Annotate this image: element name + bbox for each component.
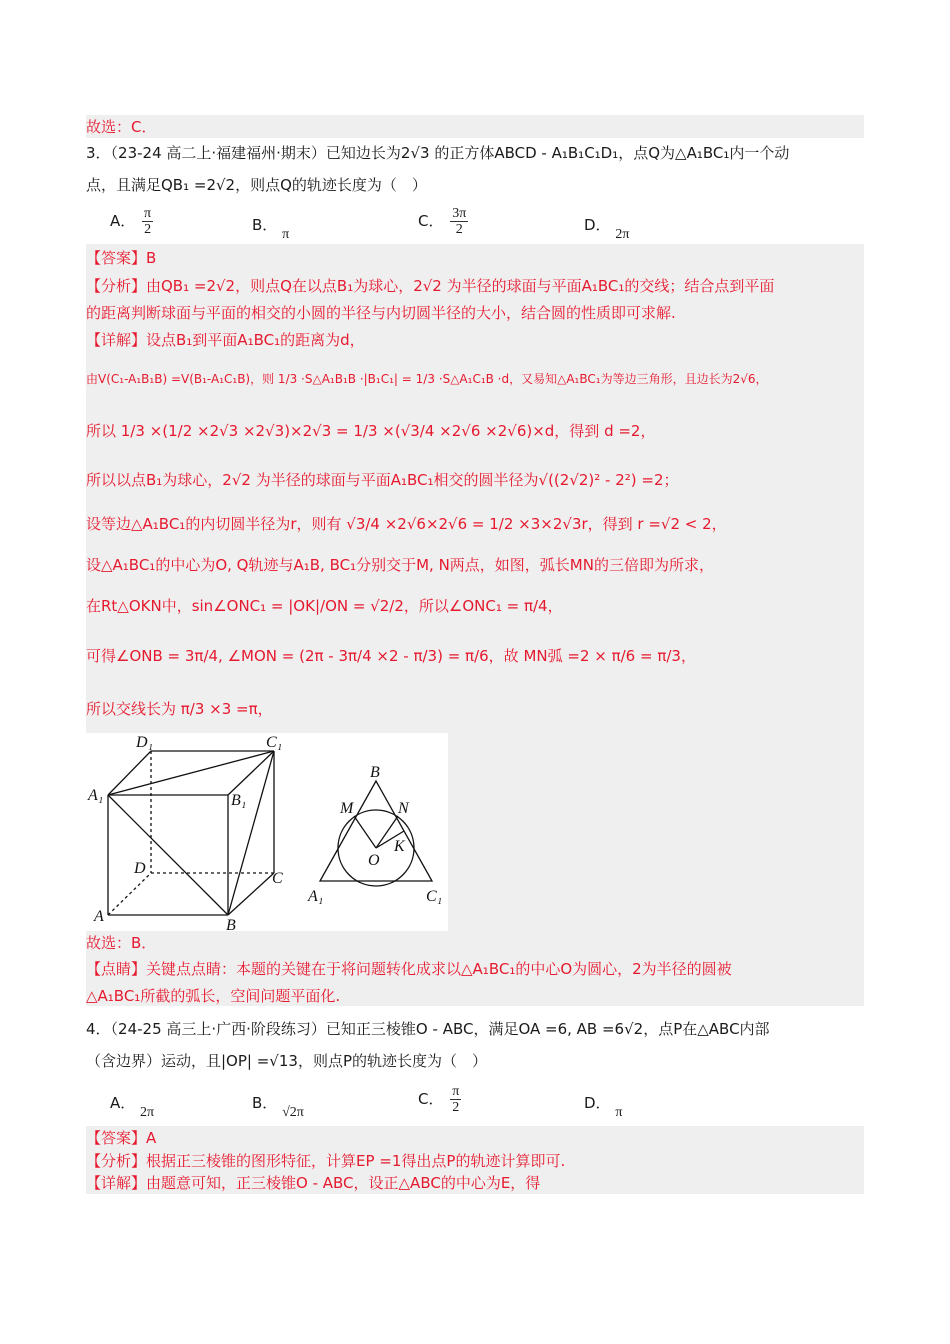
label-n: N: [398, 800, 409, 817]
q3-analysis-line-1: 【分析】由QB₁ =2√2，则点Q在以点B₁为球心，2√2 为半径的球面与平面A₁BC₁的交线；结合点到平面: [86, 277, 775, 295]
q3-option-a[interactable]: A． $\frac{\pi}{2}$: [110, 206, 152, 237]
q4-option-a[interactable]: A． 2π: [110, 1094, 155, 1120]
q3-option-c-fraction: $\frac{3\pi}{2}$: [452, 206, 467, 237]
q4-option-d[interactable]: D． π: [584, 1094, 623, 1120]
q3-detail-line-8: 可得∠ONB = 3π/4, ∠MON = (2π - 3π/4 ×2 - π/3) = π/6，故 MN弧 =2 × π/6 = π/3，: [86, 647, 696, 665]
label-k: K: [394, 838, 405, 855]
q3-stem-line-2: 点，且满足QB₁ =2√2，则点Q的轨迹长度为（ ）: [86, 176, 427, 194]
label-m: M: [340, 800, 354, 817]
q4-option-b[interactable]: B． √2π: [252, 1094, 304, 1120]
q3-detail-line-5: 设等边△A₁BC₁的内切圆半径为r，则有 √3/4 ×2√6×2√6 = 1/2 ×3×2√3r，得到 r =√2 < 2，: [86, 515, 727, 533]
q4-option-c-fraction: $\frac{\pi}{2}$: [452, 1084, 460, 1115]
label-tri-c1: C₁: [426, 888, 443, 905]
label-a1: A₁: [88, 787, 104, 804]
label-c1: C₁: [266, 734, 283, 751]
q4-analysis: 【分析】根据正三棱锥的图形特征，计算EP =1得出点P的轨迹计算即可.: [86, 1152, 566, 1170]
q3-option-d[interactable]: D． 2π: [584, 216, 630, 242]
q3-detail-line-9: 所以交线长为 π/3 ×3 =π，: [86, 700, 273, 718]
q4-stem-line-1: 4．（24-25 高三上·广西·阶段练习）已知正三棱锥O - ABC，满足OA =6, AB =6√2，点P在△ABC内部: [86, 1020, 770, 1038]
q3-analysis-line-2: 的距离判断球面与平面的相交的小圆的半径与内切圆半径的大小，结合圆的性质即可求解.: [86, 304, 676, 322]
label-d: D: [134, 860, 146, 877]
q3-comment-line-2: △A₁BC₁所截的弧长，空间问题平面化.: [86, 987, 341, 1005]
label-b: B: [226, 917, 236, 931]
q4-answer: 【答案】A: [86, 1129, 157, 1147]
q4-detail: 【详解】由题意可知，正三棱锥O - ABC，设正△ABC的中心为E，得: [86, 1174, 541, 1192]
q4-option-c[interactable]: C． $\frac{\pi}{2}$: [418, 1084, 460, 1115]
q4-stem-line-2: （含边界）运动，且|OP| =√13，则点P的轨迹长度为（ ）: [86, 1052, 487, 1070]
q2-answer-block: [86, 115, 864, 138]
q3-option-a-fraction: $\frac{\pi}{2}$: [144, 206, 152, 237]
label-c: C: [272, 870, 283, 887]
q3-detail-line-7: 在Rt△OKN中，sin∠ONC₁ = |OK|/ON = √2/2，所以∠ONC₁ = π/4，: [86, 597, 563, 615]
q3-detail-line-3: 所以 1/3 ×(1/2 ×2√3 ×2√3)×2√3 = 1/3 ×(√3/4 ×2√6 ×2√6)×d，得到 d =2，: [86, 422, 656, 440]
q3-answer: 【答案】B: [86, 249, 157, 267]
q3-detail-line-1: 【详解】设点B₁到平面A₁BC₁的距离为d，: [86, 331, 365, 349]
label-d1: D₁: [136, 734, 154, 751]
q3-figure: [86, 733, 448, 931]
label-tri-a1: A₁: [308, 888, 324, 905]
q3-comment-line-1: 【点睛】关键点点睛：本题的关键在于将问题转化成求以△A₁BC₁的中心O为圆心，2为半径的圆被: [86, 960, 732, 978]
label-o: O: [368, 852, 380, 869]
q3-option-b[interactable]: B． π: [252, 216, 290, 242]
q3-detail-line-4: 所以以点B₁为球心，2√2 为半径的球面与平面A₁BC₁相交的圆半径为√((2√2)² - 2²) =2；: [86, 471, 679, 489]
label-a: A: [94, 908, 104, 925]
q3-detail-line-6: 设△A₁BC₁的中心为O, Q轨迹与A₁B, BC₁分别交于M, N两点，如图，弧长MN的三倍即为所求，: [86, 556, 714, 574]
q3-option-c[interactable]: C． $\frac{3\pi}{2}$: [418, 206, 467, 237]
q3-stem-line-1: 3．（23-24 高二上·福建福州·期末）已知边长为2√3 的正方体ABCD - A₁B₁C₁D₁，点Q为△A₁BC₁内一个动: [86, 144, 790, 162]
q3-answer-line: 故选：B．: [86, 934, 157, 952]
q2-answer-line: 故选：C．: [86, 118, 157, 136]
q3-detail-line-2: 由V(C₁-A₁B₁B) =V(B₁-A₁C₁B)，则 1/3 ·S△A₁B₁B ·|B₁C₁| = 1/3 ·S△A₁C₁B ·d，又易知△A₁BC₁为等边三角形，且边长为2√6，: [86, 372, 768, 386]
label-b1: B₁: [231, 792, 247, 809]
label-tri-b: B: [370, 764, 380, 781]
